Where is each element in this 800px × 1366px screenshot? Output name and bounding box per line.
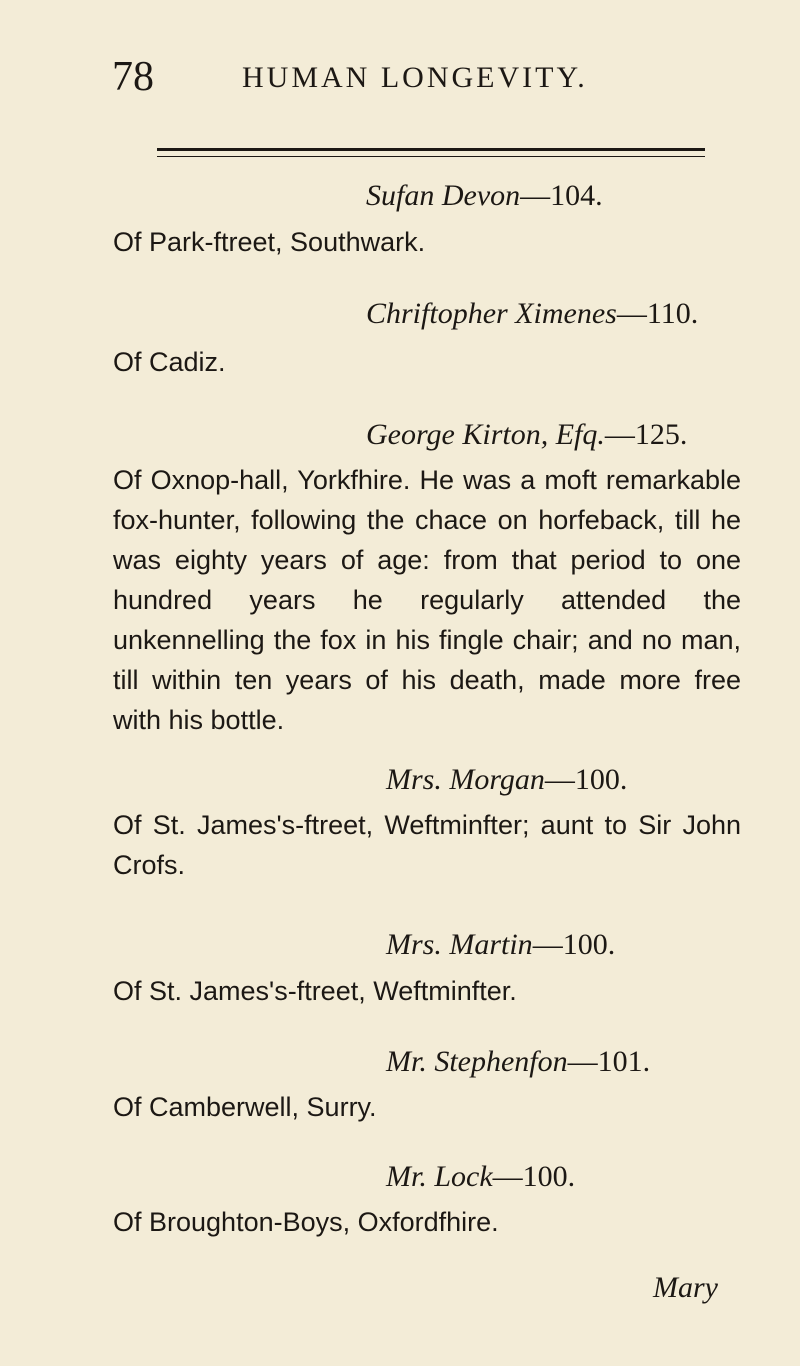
- entry-age: —101.: [567, 1045, 651, 1078]
- entry-text: Of St. James's-ftreet, Weftminfter; aunt to Sir John Crofs.: [113, 810, 741, 880]
- entry-title: [366, 296, 698, 332]
- catchword: Mary: [653, 1271, 718, 1304]
- entry-age: —100.: [544, 763, 628, 796]
- running-title: HUMAN LONGEVITY.: [242, 61, 588, 94]
- entry-title: [386, 1159, 575, 1195]
- entry-text: Of Park-ftreet, Southwark.: [113, 227, 426, 257]
- entry-age: —110.: [616, 297, 699, 330]
- entry-age: —100.: [492, 1160, 576, 1193]
- entry-name: Mrs. Morgan: [386, 763, 545, 796]
- entry-name: Sufan Devon: [366, 179, 521, 212]
- entry-title: [386, 1044, 650, 1080]
- entry-name: Mrs. Martin: [386, 928, 533, 961]
- entry-title: [366, 417, 687, 453]
- entry-text: Of Camberwell, Surry.: [113, 1092, 377, 1122]
- entry-name: Mr. Stephenfon: [386, 1045, 568, 1078]
- entry-text: Of Broughton-Boys, Oxfordfhire.: [113, 1207, 499, 1237]
- entry-name: Mr. Lock: [386, 1160, 493, 1193]
- entry-age: —100.: [532, 928, 616, 961]
- entry-title: [366, 178, 603, 214]
- page-header: [0, 52, 800, 112]
- entry-age: —104.: [520, 179, 603, 212]
- entry-name: Chriftopher Ximenes: [366, 297, 617, 330]
- entry-text: Of Oxnop-hall, Yorkfhire. He was a moft remarkable fox-hunter, following the chace on horfeback, till he was eighty years of age: from that period to one hundred years he regularly attended the unkennelling the fox in his fingle chair; and no man, till within ten years of his death, made more free with his bottle.: [113, 465, 741, 735]
- entry-title: [386, 762, 627, 798]
- entry-text: Of Cadiz.: [113, 347, 226, 377]
- page-number: 78: [112, 54, 154, 100]
- entry-name: George Kirton, Efq.: [366, 418, 605, 451]
- entry-title: [386, 927, 615, 963]
- header-rule-thin: [157, 156, 705, 157]
- entry-text: Of St. James's-ftreet, Weftminfter.: [113, 976, 517, 1006]
- entry-age: —125.: [604, 418, 688, 451]
- header-rule-thick: [157, 148, 705, 151]
